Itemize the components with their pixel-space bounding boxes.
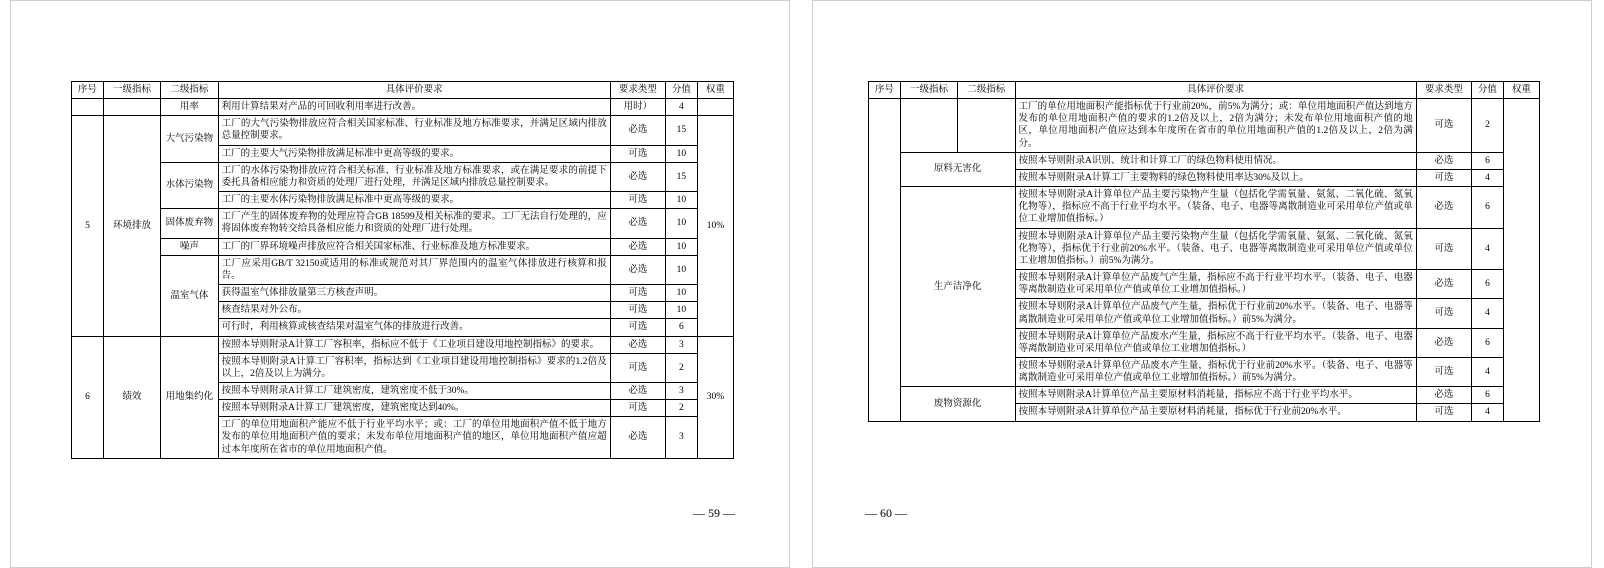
- cell-score: 4: [1472, 169, 1504, 186]
- cell-type: 可选: [610, 302, 665, 319]
- table-row: [869, 152, 1540, 169]
- cell-requirement: 按照本导则附录A计算单位产品废气产生量，指标优于行业前20%水平。（装备、电子、电器等离散制造业可采用单位产值或单位工业增加值指标。）前5%为满分。: [1015, 299, 1416, 328]
- cell-type: 必选: [1416, 387, 1471, 404]
- cell-score: 6: [665, 319, 697, 336]
- cell-weight: [1503, 99, 1539, 421]
- cell-level2: 温室气体: [161, 255, 218, 336]
- cell-type: 必选: [610, 336, 665, 353]
- cell-score: 15: [665, 116, 697, 145]
- table-row: [72, 255, 734, 284]
- cell-score: 2: [665, 400, 697, 417]
- cell-score: 3: [665, 382, 697, 399]
- cell-type: 可选: [1416, 357, 1471, 386]
- cell-type: 必选: [1416, 328, 1471, 357]
- cell-requirement: 按照本导则附录A计算单位产品主要原材料消耗量，指标优于行业前20%水平。: [1015, 404, 1416, 421]
- col-header-index: 序号: [72, 82, 104, 99]
- cell-type: 必选: [610, 238, 665, 255]
- cell-type: 可选: [610, 400, 665, 417]
- cell-requirement: 按照本导则附录A计算工厂建筑密度，建筑密度达到40%。: [218, 400, 610, 417]
- table-row: [72, 209, 734, 238]
- cell-score: 10: [665, 302, 697, 319]
- cell-level2: 固体废弃物: [161, 209, 218, 238]
- col-header-score: 分值: [1472, 82, 1504, 99]
- col-header-requirement: 具体评价要求: [1015, 82, 1416, 99]
- cell-requirement: 工厂的厂界环境噪声排放应符合相关国家标准、行业标准及地方标准要求。: [218, 238, 610, 255]
- cell-type: 必选: [610, 382, 665, 399]
- cell-score: 6: [1472, 187, 1504, 228]
- cell-type: 可选: [1416, 228, 1471, 269]
- cell-requirement: 工厂的水体污染物排放应符合相关标准、行业标准及地方标准要求，或在满足要求的前提下委托具备相应能力和资质的处理厂进行处理，并满足区域内排放总量控制要求。: [218, 162, 610, 191]
- cell-requirement: 按照本导则附录A计算工厂建筑密度，建筑密度不低于30%。: [218, 382, 610, 399]
- cell-weight: 30%: [697, 336, 733, 458]
- page-number-left: — 59 —: [693, 506, 735, 520]
- cell-index: 5: [72, 116, 104, 336]
- cell-type: 可选: [610, 192, 665, 209]
- page-right-content: [813, 1, 1591, 567]
- cell-requirement: 按照本导则附录A计算工厂容积率，指标应不低于《工业项目建设用地控制指标》的要求。: [218, 336, 610, 353]
- cell-requirement: 工厂应采用GB/T 32150或适用的标准或规范对其厂界范围内的温室气体排放进行核算和报告。: [218, 255, 610, 284]
- cell-type: 必选: [1416, 152, 1471, 169]
- col-header-weight: 权重: [1503, 82, 1539, 99]
- col-header-level1: 一级指标: [900, 82, 957, 99]
- cell-score: 4: [665, 99, 697, 116]
- cell-type: 可选: [1416, 169, 1471, 186]
- cell-requirement: 工厂的单位用地面积产能应不低于行业平均水平；或：工厂的单位用地面积产值不低于地方发布的单位用地面积产值的要求；未发布单位用地面积产值的地区，单位用地面积产值应超过本年度所在省市的单位用地面积产值。: [218, 417, 610, 458]
- cell-requirement: 工厂产生的固体废弃物的处理应符合GB 18599及相关标准的要求。工厂无法自行处理的，应将固体废弃物转交给具备相应能力和资质的处理厂进行处理。: [218, 209, 610, 238]
- cell-score: 6: [1472, 152, 1504, 169]
- cell-score: 4: [1472, 299, 1504, 328]
- cell-type: 可选: [610, 319, 665, 336]
- cell-requirement: 工厂的主要大气污染物排放满足标准中更高等级的要求。: [218, 145, 610, 162]
- table-row: [72, 116, 734, 145]
- cell-score: 3: [665, 336, 697, 353]
- col-header-requirement: 具体评价要求: [218, 82, 610, 99]
- cell-score: 6: [1472, 387, 1504, 404]
- cell-score: 10: [665, 238, 697, 255]
- cell-level1: 生产洁净化: [900, 187, 1015, 387]
- col-header-score: 分值: [665, 82, 697, 99]
- cell-type: 必选: [610, 417, 665, 458]
- cell-index: 6: [72, 336, 104, 458]
- cell-score: 6: [1472, 328, 1504, 357]
- cell-requirement: 按照本导则附录A计算单位产品废气产生量，指标应不高于行业平均水平。（装备、电子、电器等离散制造业可采用单位产值或单位工业增加值指标。）: [1015, 270, 1416, 299]
- cell-level2: 大气污染物: [161, 116, 218, 162]
- cell-index: [869, 99, 901, 421]
- cell-requirement: 可行时，利用核算或核查结果对温室气体的排放进行改善。: [218, 319, 610, 336]
- evaluation-table-right: [868, 81, 1540, 422]
- cell-level2: 噪声: [161, 238, 218, 255]
- cell-score: 6: [1472, 270, 1504, 299]
- col-header-level2: 二级指标: [161, 82, 218, 99]
- cell-level2: 用率: [161, 99, 218, 116]
- cell-level1: 原料无害化: [900, 152, 1015, 186]
- cell-score: 3: [665, 417, 697, 458]
- cell-requirement: 按照本导则附录A计算单位产品主要污染物产生量（包括化学需氧量、氨氮、二氧化硫、氮氧化物等），指标应不高于行业平均水平。（装备、电子、电器等离散制造业可采用单位产值或单位工业增加值指标。）: [1015, 187, 1416, 228]
- cell-score: 10: [665, 209, 697, 238]
- cell-type: 必选: [610, 116, 665, 145]
- cell-type: 可选: [1416, 99, 1471, 153]
- cell-requirement: 利用计算结果对产品的可回收利用率进行改善。: [218, 99, 610, 116]
- cell-score: 4: [1472, 404, 1504, 421]
- cell-score: 4: [1472, 357, 1504, 386]
- cell-type: 可选: [610, 145, 665, 162]
- cell-requirement: 工厂的单位用地面积产能指标优于行业前20%，前5%为满分；或：单位用地面积产值达到地方发布的单位用地面积产值的要求的1.2倍及以上，2倍为满分；未发布单位用地面积产值的地区，单位用地面积产值应达到本年度所在省市的单位用地面积产值的1.2倍及以上，2倍为满分。: [1015, 99, 1416, 153]
- col-header-weight: 权重: [697, 82, 733, 99]
- cell-level2: 用地集约化: [161, 336, 218, 458]
- cell-requirement: 按照本导则附录A计算单位产品废水产生量，指标优于行业前20%水平。（装备、电子、电器等离散制造业可采用单位产值或单位工业增加值指标。）前5%为满分。: [1015, 357, 1416, 386]
- cell-weight: [697, 99, 733, 116]
- table-row: [869, 187, 1540, 228]
- cell-level1: 环境排放: [103, 116, 160, 336]
- table-row: [72, 99, 734, 116]
- cell-type: 必选: [1416, 270, 1471, 299]
- table-header-row: [869, 82, 1540, 99]
- page-left: [10, 0, 790, 568]
- table-row: [72, 238, 734, 255]
- cell-score: 10: [665, 255, 697, 284]
- cell-score: 2: [1472, 99, 1504, 153]
- cell-level1: 绩效: [103, 336, 160, 458]
- cell-type: 必选: [610, 162, 665, 191]
- col-header-level2: 二级指标: [958, 82, 1015, 99]
- cell-requirement: 按照本导则附录A计算单位产品主要污染物产生量（包括化学需氧量、氨氮、二氧化硫、氮氧化物等），指标优于行业前20%水平。（装备、电子、电器等离散制造业可采用单位产值或单位工业增加值指标。）前5%为满分。: [1015, 228, 1416, 269]
- cell-type: 可选: [1416, 299, 1471, 328]
- cell-requirement: 按照本导则附录A计算单位产品废水产生量，指标应不高于行业平均水平。（装备、电子、电器等离散制造业可采用单位产值或单位工业增加值指标。）: [1015, 328, 1416, 357]
- table-header-row: [72, 82, 734, 99]
- cell-score: 4: [1472, 228, 1504, 269]
- cell-index: [72, 99, 104, 116]
- table-row: [72, 162, 734, 191]
- cell-score: 10: [665, 285, 697, 302]
- evaluation-table-left: [71, 81, 734, 459]
- table-row: [869, 387, 1540, 404]
- cell-requirement: 按照本导则附录A计算工厂主要物料的绿色物料使用率达30%及以上。: [1015, 169, 1416, 186]
- cell-level2: [958, 99, 1015, 153]
- cell-level1: [900, 99, 957, 153]
- cell-level1: 废物资源化: [900, 387, 1015, 421]
- cell-score: 10: [665, 145, 697, 162]
- col-header-index: 序号: [869, 82, 901, 99]
- cell-type: 可选: [610, 353, 665, 382]
- cell-requirement: 核查结果对外公布。: [218, 302, 610, 319]
- col-header-level1: 一级指标: [103, 82, 160, 99]
- cell-score: 10: [665, 192, 697, 209]
- page-number-right: — 60 —: [865, 506, 907, 520]
- cell-requirement: 获得温室气体排放量第三方核查声明。: [218, 285, 610, 302]
- cell-level1: [103, 99, 160, 116]
- cell-type: 必选: [610, 255, 665, 284]
- cell-requirement: 工厂的大气污染物排放应符合相关国家标准、行业标准及地方标准要求，并满足区域内排放总量控制要求。: [218, 116, 610, 145]
- cell-type: 必选: [1416, 187, 1471, 228]
- cell-level2: 水体污染物: [161, 162, 218, 208]
- cell-type: 可选: [1416, 404, 1471, 421]
- cell-requirement: 按照本导则附录A计算单位产品主要原材料消耗量，指标应不高于行业平均水平。: [1015, 387, 1416, 404]
- cell-requirement: 工厂的主要水体污染物排放满足标准中更高等级的要求。: [218, 192, 610, 209]
- page-right: [812, 0, 1592, 568]
- table-row: [869, 99, 1540, 153]
- cell-type: 必选: [610, 209, 665, 238]
- cell-score: 15: [665, 162, 697, 191]
- cell-type: 用时）: [610, 99, 665, 116]
- col-header-type: 要求类型: [610, 82, 665, 99]
- cell-score: 2: [665, 353, 697, 382]
- cell-type: 可选: [610, 285, 665, 302]
- col-header-type: 要求类型: [1416, 82, 1471, 99]
- page-left-content: [11, 1, 789, 567]
- table-row: [72, 336, 734, 353]
- cell-requirement: 按照本导则附录A计算工厂容积率，指标达到《工业项目建设用地控制指标》要求的1.2倍及以上，2倍及以上为满分。: [218, 353, 610, 382]
- cell-weight: 10%: [697, 116, 733, 336]
- cell-requirement: 按照本导则附录A识别、统计和计算工厂的绿色物料使用情况。: [1015, 152, 1416, 169]
